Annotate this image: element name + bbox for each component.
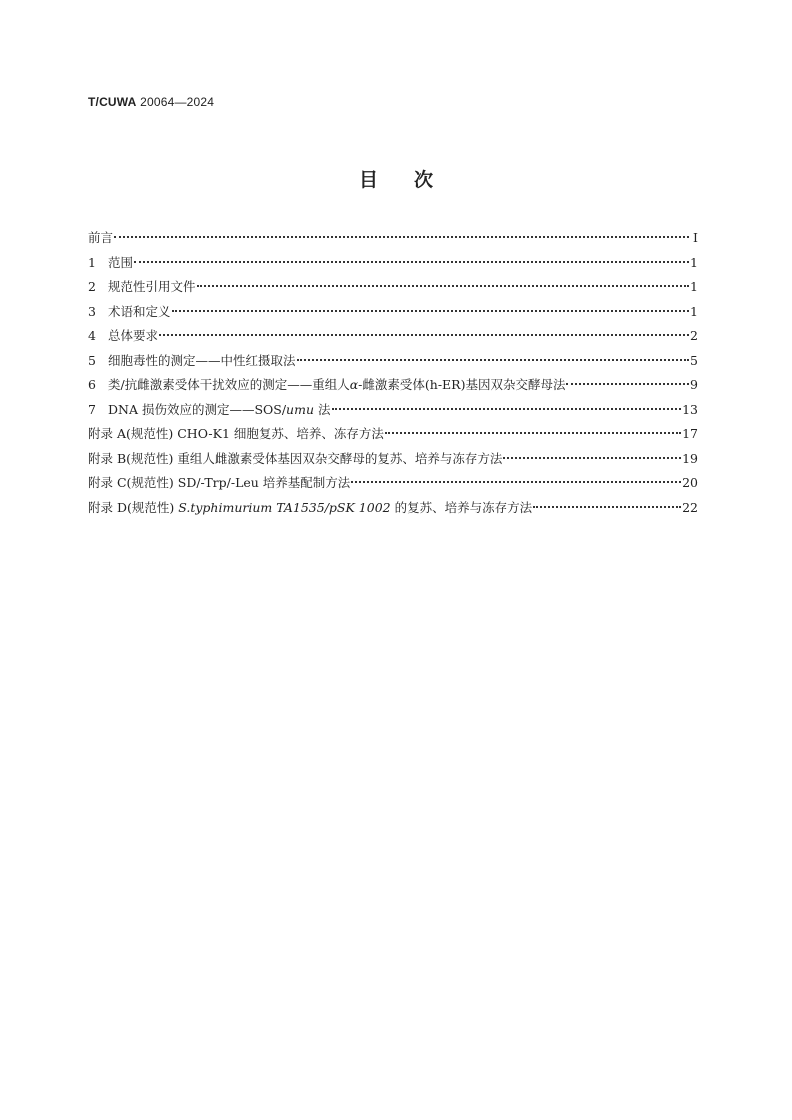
toc-entry-title-part: 细胞毒性的测定——中性红摄取法	[108, 352, 296, 368]
toc-entry-number: 2	[88, 279, 96, 294]
dot-leader	[134, 261, 689, 263]
toc-entry-title	[108, 253, 133, 271]
dot-leader	[533, 506, 681, 508]
standard-code: 20064—2024	[140, 95, 215, 109]
document-header	[88, 95, 214, 109]
dot-leader	[385, 432, 681, 434]
toc-entry-page: 1	[690, 254, 698, 270]
toc-entry-title	[108, 400, 331, 418]
toc-entry-title	[88, 424, 384, 442]
toc-entry[interactable]	[88, 498, 698, 523]
toc-entry-page: 1	[690, 303, 698, 319]
toc-entry-title	[108, 326, 158, 344]
toc-entry-title	[108, 375, 565, 393]
table-of-contents	[88, 228, 698, 522]
toc-entry-page: 17	[682, 426, 698, 441]
toc-entry-title-part: 法	[314, 401, 331, 417]
toc-entry-title-part: umu	[286, 401, 315, 417]
dot-leader	[332, 408, 682, 410]
dot-leader	[114, 236, 689, 238]
toc-entry-page: 2	[690, 328, 698, 343]
toc-entry-page: 9	[690, 377, 698, 392]
toc-entry-title-part: α	[349, 377, 359, 392]
toc-entry[interactable]	[88, 277, 698, 302]
toc-entry-number: 1	[88, 254, 96, 270]
toc-entry-page: I	[693, 230, 698, 245]
toc-entry[interactable]	[88, 302, 698, 327]
toc-entry-title-part: 范围	[108, 254, 134, 270]
toc-entry[interactable]	[88, 375, 698, 400]
toc-entry[interactable]	[88, 400, 698, 425]
toc-entry[interactable]	[88, 326, 698, 351]
toc-entry-title	[108, 351, 296, 369]
dot-leader	[503, 457, 681, 459]
dot-leader	[197, 285, 689, 287]
toc-entry-page: 20	[682, 475, 698, 490]
toc-entry-page: 13	[682, 401, 698, 417]
dot-leader	[351, 481, 681, 483]
toc-entry-title-part: 附录 A(规范性) CHO-K1 细胞复苏、培养、冻存方法	[88, 426, 384, 441]
toc-entry-title-part: 规范性引用文件	[108, 279, 196, 294]
toc-entry-title	[108, 302, 171, 320]
toc-entry-page: 5	[690, 352, 698, 368]
toc-entry-title	[88, 449, 502, 467]
dot-leader	[172, 310, 689, 312]
toc-entry-number: 7	[88, 401, 96, 417]
toc-entry-title	[88, 498, 532, 516]
toc-entry-title-part: 总体要求	[108, 328, 159, 343]
toc-entry-title-part: 附录 B(规范性) 重组人雌激素受体基因双杂交酵母的复苏、培养与冻存方法	[88, 450, 503, 466]
toc-entry-number: 4	[88, 328, 96, 343]
toc-entry-title-part: 前言	[88, 230, 114, 245]
toc-entry-number: 3	[88, 303, 96, 319]
toc-entry-title-part: 类/抗雌激素受体干扰效应的测定——重组人	[108, 377, 350, 392]
toc-entry-number: 6	[88, 377, 96, 392]
toc-entry-title-part: 附录 D(规范性)	[88, 499, 179, 515]
toc-entry[interactable]	[88, 253, 698, 278]
dot-leader	[159, 334, 689, 336]
toc-entry[interactable]	[88, 424, 698, 449]
toc-entry-page: 22	[682, 499, 698, 515]
dot-leader	[566, 383, 689, 385]
toc-entry[interactable]	[88, 449, 698, 474]
toc-entry-number: 5	[88, 352, 96, 368]
toc-entry-page: 1	[690, 279, 698, 294]
page-title: 目次	[358, 169, 469, 191]
toc-entry-title-part: DNA 损伤效应的测定——SOS/	[108, 401, 287, 417]
toc-entry-page: 19	[682, 450, 698, 466]
toc-entry-title-part: 术语和定义	[108, 303, 171, 319]
toc-entry-title-part: 附录 C(规范性) SD/-Trp/-Leu 培养基配制方法	[88, 475, 351, 490]
toc-entry-title	[88, 473, 350, 491]
toc-entry-title-part: S.typhimurium TA1535/pSK 1002	[178, 499, 391, 515]
dot-leader	[297, 359, 689, 361]
toc-entry[interactable]	[88, 351, 698, 376]
toc-entry[interactable]	[88, 473, 698, 498]
toc-entry-title-part: -雌激素受体(h-ER)基因双杂交酵母法	[358, 377, 566, 392]
toc-entry[interactable]	[88, 228, 698, 253]
toc-entry-title	[88, 228, 113, 246]
standard-org: T/CUWA	[88, 95, 137, 109]
toc-entry-title-part: 的复苏、培养与冻存方法	[390, 499, 533, 515]
toc-entry-title	[108, 277, 196, 295]
